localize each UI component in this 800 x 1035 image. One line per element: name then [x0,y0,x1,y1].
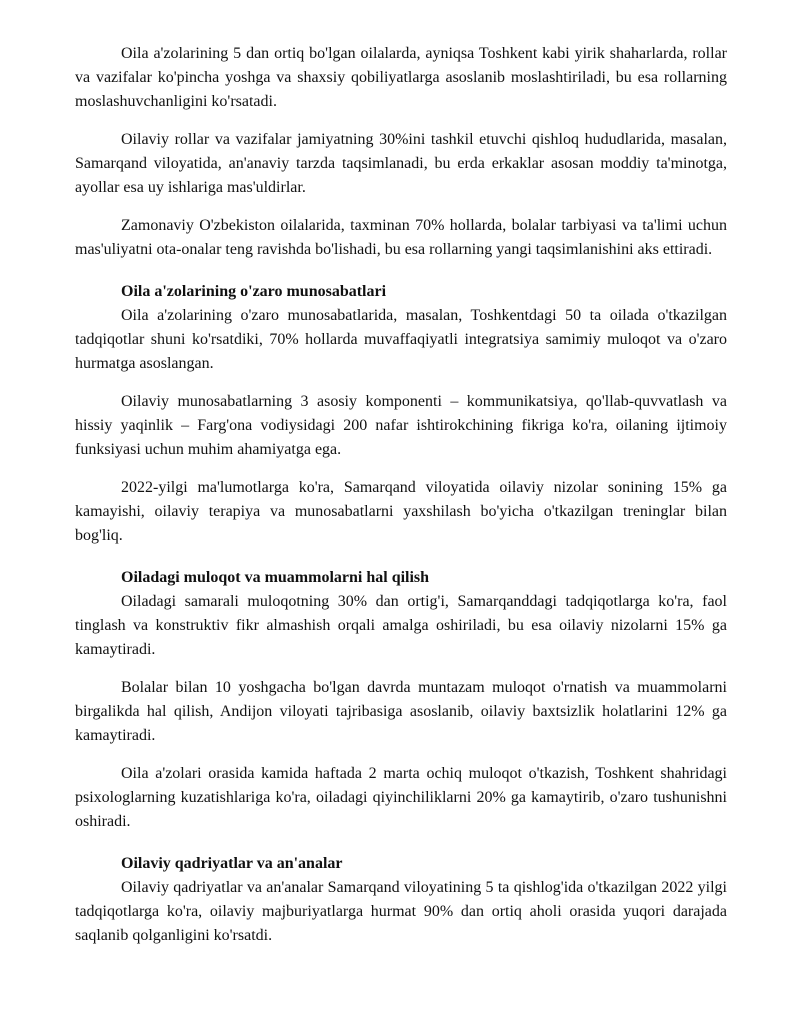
paragraph-children-communication: Bolalar bilan 10 yoshgacha bo'lgan davrda muntazam muloqot o'rnatish va muammolarni birgalikda hal qilish, Andijon viloyati tajribasiga asoslanib, oilaviy baxtsizlik holatlarini 12% ga kamaytiradi. [75,679,727,744]
paragraph-rural-roles: Oilaviy rollar va vazifalar jamiyatning 30%ini tashkil etuvchi qishloq hududlarida, masalan, Samarqand viloyatida, an'anaviy tarzda taqsimlanadi, bu erda erkaklar asosan moddiy ta'minotga, ayollar esa uy ishlariga mas'uldirlar. [75,131,727,196]
paragraph-effective-communication: Oiladagi samarali muloqotning 30% dan ortig'i, Samarqanddagi tadqiqotlarga ko'ra, faol tinglash va konstruktiv fikr almashish orqali amalga oshiriladi, bu esa oilaviy nizolarni 15% ga kamaytiradi. [75,593,727,658]
paragraph-roles-flexibility: Oila a'zolarining 5 dan ortiq bo'lgan oilalarda, ayniqsa Toshkent kabi yirik shaharlarda, rollar va vazifalar ko'pincha yoshga va shaxsiy qobiliyatlarga asoslanib moslashtiriladi, bu esa rollarning moslashuvchanligini ko'rsatadi. [75,45,727,110]
paragraph-relations-study: Oila a'zolarining o'zaro munosabatlarida, masalan, Toshkentdagi 50 ta oilada o'tkazilgan tadqiqotlar shuni ko'rsatdiki, 70% hollarda muvaffaqiyatli integratsiya samimiy muloqot va o'zaro hurmatga asoslangan. [75,307,727,372]
section-heading-relations: Oila a'zolarining o'zaro munosabatlari [121,283,387,300]
paragraph-conflict-reduction: 2022-yilgi ma'lumotlarga ko'ra, Samarqand viloyatida oilaviy nizolar sonining 15% ga kamayishi, oilaviy terapiya va munosabatlarni yaxshilash bo'yicha o'tkazilgan treninglar bilan bog'liq. [75,479,727,544]
section-heading-values: Oilaviy qadriyatlar va an'analar [121,855,343,872]
document-page [75,0,727,948]
paragraph-modern-families: Zamonaviy O'zbekiston oilalarida, taxminan 70% hollarda, bolalar tarbiyasi va ta'limi uchun mas'uliyatni ota-onalar teng ravishda bo'lishadi, bu esa rollarning yangi taqsimlanishini aks ettiradi. [75,217,727,258]
section-heading-communication: Oiladagi muloqot va muammolarni hal qilish [121,569,430,586]
paragraph-family-values: Oilaviy qadriyatlar va an'analar Samarqand viloyatining 5 ta qishlog'ida o'tkazilgan 2022 yilgi tadqiqotlarga ko'ra, oilaviy majburiyatlarga hurmat 90% dan ortiq aholi orasida yuqori darajada saqlanib qolganligini ko'rsatdi. [75,879,727,944]
paragraph-open-dialogue: Oila a'zolari orasida kamida haftada 2 marta ochiq muloqot o'tkazish, Toshkent shahridagi psixologlarning kuzatishlariga ko'ra, oiladagi qiyinchiliklarni 20% ga kamaytirib, o'zaro tushunishni oshiradi. [75,765,727,830]
paragraph-relations-components: Oilaviy munosabatlarning 3 asosiy komponenti – kommunikatsiya, qo'llab-quvvatlash va hissiy yaqinlik – Farg'ona vodiysidagi 200 nafar ishtirokchining fikriga ko'ra, oilaning ijtimoiy funksiyasi uchun muhim ahamiyatga ega. [75,393,727,458]
